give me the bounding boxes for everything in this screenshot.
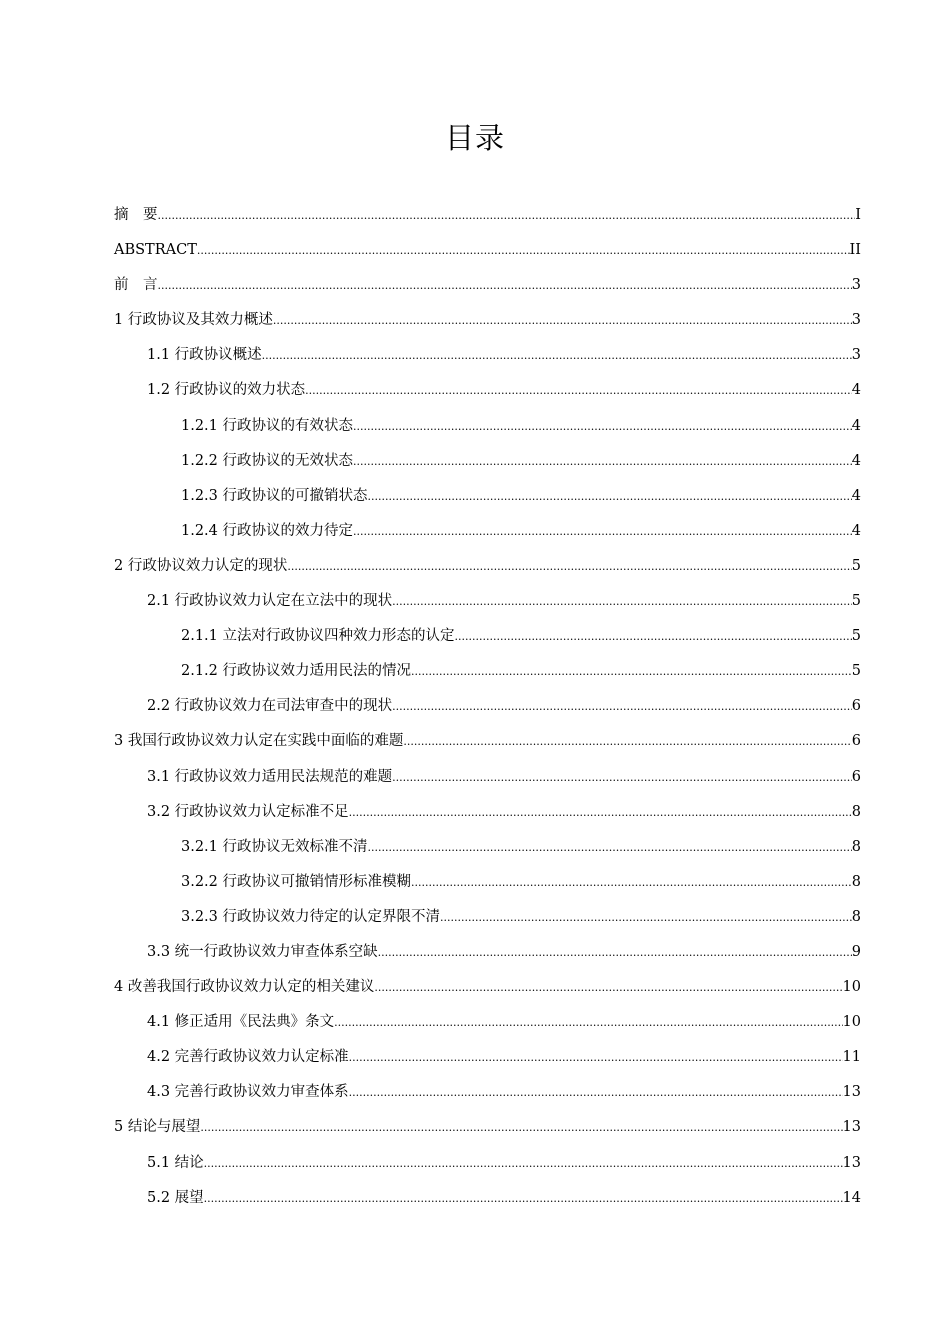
toc-entry-page-number: 4 [851, 417, 861, 434]
toc-entry-label: 3.2.3 行政协议效力待定的认定界限不清 [181, 908, 441, 925]
toc-entry-page-number: 4 [851, 487, 861, 504]
dot-leader [273, 303, 852, 338]
dot-leader [353, 444, 852, 479]
dot-leader [287, 549, 851, 584]
toc-entry-label: 3.3 统一行政协议效力审查体系空缺 [147, 943, 378, 960]
toc-entry[interactable] [114, 338, 861, 373]
toc-entry-page-number: 13 [842, 1119, 861, 1136]
toc-entry[interactable] [114, 689, 861, 724]
dot-leader [204, 1181, 843, 1216]
toc-entry-page-number: 6 [851, 733, 861, 750]
toc-entry[interactable] [114, 409, 861, 444]
toc-entry-label: 5 结论与展望 [114, 1119, 201, 1136]
toc-entry-page-number: 11 [842, 1049, 861, 1066]
toc-entry-page-number: 5 [851, 628, 861, 645]
table-of-contents [114, 198, 861, 1216]
dot-leader [411, 654, 852, 689]
dot-leader [305, 373, 852, 408]
toc-entry[interactable] [114, 830, 861, 865]
dot-leader [392, 584, 852, 619]
toc-entry-label: ABSTRACT [114, 242, 197, 259]
toc-entry-page-number: 4 [851, 382, 861, 399]
toc-entry-page-number: 4 [851, 452, 861, 469]
dot-leader [197, 233, 850, 268]
toc-entry-page-number: 8 [851, 803, 861, 820]
toc-entry[interactable] [114, 724, 861, 759]
toc-entry-page-number: 5 [851, 593, 861, 610]
toc-entry[interactable] [114, 584, 861, 619]
dot-leader [455, 619, 852, 654]
toc-entry-label: 3.2 行政协议效力认定标准不足 [147, 803, 349, 820]
toc-entry-label: 3.1 行政协议效力适用民法规范的难题 [147, 768, 393, 785]
toc-entry[interactable] [114, 303, 861, 338]
toc-entry-label: 2.1 行政协议效力认定在立法中的现状 [147, 593, 393, 610]
toc-entry[interactable] [114, 619, 861, 654]
dot-leader [334, 1005, 842, 1040]
toc-entry-page-number: 13 [842, 1084, 861, 1101]
toc-entry[interactable] [114, 268, 861, 303]
toc-entry-label: 2.2 行政协议效力在司法审查中的现状 [147, 698, 393, 715]
toc-entry[interactable] [114, 1005, 861, 1040]
toc-entry-page-number: 3 [851, 312, 861, 329]
toc-entry-label: 摘 要 [114, 207, 158, 223]
toc-entry[interactable] [114, 1075, 861, 1110]
toc-entry[interactable] [114, 760, 861, 795]
toc-entry[interactable] [114, 549, 861, 584]
toc-entry-label: 2.1.1 立法对行政协议四种效力形态的认定 [181, 628, 455, 645]
dot-leader [368, 830, 852, 865]
dot-leader [368, 479, 852, 514]
toc-entry[interactable] [114, 795, 861, 830]
toc-entry-page-number: I [855, 207, 861, 223]
toc-entry[interactable] [114, 233, 861, 268]
toc-entry[interactable] [114, 1040, 861, 1075]
toc-entry-label: 1 行政协议及其效力概述 [114, 312, 273, 329]
toc-entry[interactable] [114, 514, 861, 549]
toc-entry-label: 1.2.2 行政协议的无效状态 [181, 452, 354, 469]
dot-leader [200, 1110, 842, 1145]
toc-entry-label: 3.2.1 行政协议无效标准不清 [181, 838, 368, 855]
toc-entry-page-number: 6 [851, 698, 861, 715]
toc-entry[interactable] [114, 444, 861, 479]
dot-leader [158, 198, 856, 233]
toc-entry-page-number: 8 [851, 873, 861, 890]
dot-leader [374, 970, 842, 1005]
dot-leader [378, 935, 852, 970]
toc-entry-label: 3 我国行政协议效力认定在实践中面临的难题 [114, 733, 404, 750]
toc-entry-label: 2 行政协议效力认定的现状 [114, 557, 288, 574]
toc-entry[interactable] [114, 1181, 861, 1216]
toc-entry-page-number: 10 [842, 979, 861, 996]
toc-entry-page-number: 5 [851, 663, 861, 680]
toc-entry-label: 1.2.4 行政协议的效力待定 [181, 522, 354, 539]
dot-leader [353, 514, 852, 549]
dot-leader [349, 795, 852, 830]
page-title: 目录 [444, 121, 505, 155]
dot-leader [440, 900, 852, 935]
toc-entry-label: 1.2.1 行政协议的有效状态 [181, 417, 354, 434]
toc-entry[interactable] [114, 373, 861, 408]
toc-entry-page-number: 4 [851, 522, 861, 539]
toc-entry-page-number: II [849, 242, 861, 259]
toc-entry[interactable] [114, 970, 861, 1005]
toc-entry[interactable] [114, 198, 861, 233]
toc-entry-label: 4.2 完善行政协议效力认定标准 [147, 1049, 349, 1066]
dot-leader [392, 689, 852, 724]
toc-entry[interactable] [114, 479, 861, 514]
toc-entry-page-number: 6 [851, 768, 861, 785]
toc-entry-page-number: 8 [851, 908, 861, 925]
dot-leader [262, 338, 852, 373]
toc-entry-label: 4.1 修正适用《民法典》条文 [147, 1014, 335, 1031]
dot-leader [403, 724, 851, 759]
toc-entry[interactable] [114, 1110, 861, 1145]
toc-entry-page-number: 3 [851, 347, 861, 364]
toc-entry-label: 3.2.2 行政协议可撤销情形标准模糊 [181, 873, 412, 890]
toc-entry-label: 5.2 展望 [147, 1189, 204, 1206]
toc-entry-label: 5.1 结论 [147, 1154, 204, 1171]
toc-entry[interactable] [114, 1146, 861, 1181]
toc-entry-label: 4.3 完善行政协议效力审查体系 [147, 1084, 349, 1101]
dot-leader [349, 1040, 843, 1075]
toc-entry-page-number: 13 [842, 1154, 861, 1171]
dot-leader [411, 865, 852, 900]
toc-entry-page-number: 8 [851, 838, 861, 855]
toc-entry-page-number: 5 [851, 557, 861, 574]
toc-entry-label: 1.1 行政协议概述 [147, 347, 262, 364]
dot-leader [158, 268, 852, 303]
toc-entry-label: 1.2 行政协议的效力状态 [147, 382, 306, 399]
dot-leader [353, 409, 852, 444]
toc-entry[interactable] [114, 935, 861, 970]
toc-entry-label: 4 改善我国行政协议效力认定的相关建议 [114, 979, 375, 996]
toc-entry-label: 2.1.2 行政协议效力适用民法的情况 [181, 663, 412, 680]
toc-entry-label: 前 言 [114, 277, 158, 294]
toc-entry[interactable] [114, 900, 861, 935]
dot-leader [392, 760, 852, 795]
toc-entry-page-number: 9 [851, 943, 861, 960]
toc-entry[interactable] [114, 865, 861, 900]
toc-entry[interactable] [114, 654, 861, 689]
toc-entry-page-number: 3 [851, 277, 861, 294]
dot-leader [349, 1075, 843, 1110]
toc-entry-page-number: 14 [842, 1189, 861, 1206]
toc-entry-page-number: 10 [842, 1014, 861, 1031]
dot-leader [204, 1146, 843, 1181]
toc-entry-label: 1.2.3 行政协议的可撤销状态 [181, 487, 368, 504]
